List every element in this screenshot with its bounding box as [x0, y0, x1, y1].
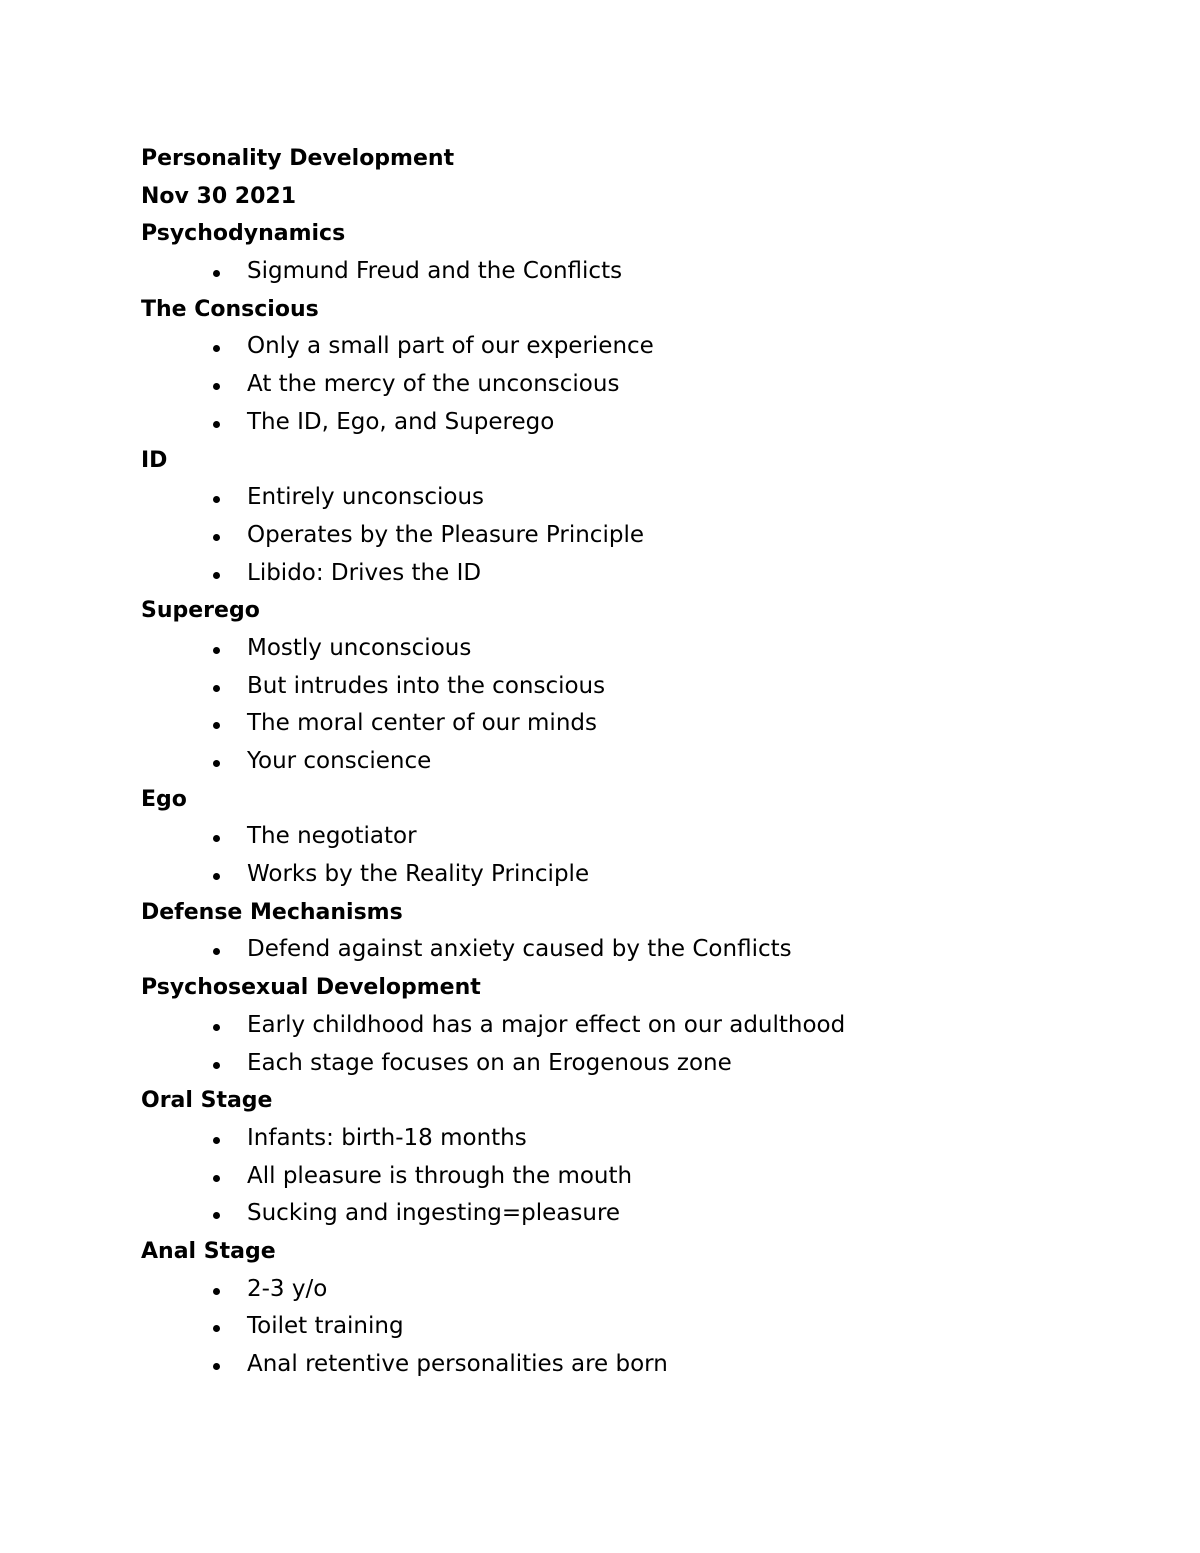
bullet-dot-icon — [213, 1325, 220, 1332]
bullet-dot-icon — [213, 383, 220, 390]
bullet-text: Sigmund Freud and the Conflicts — [247, 258, 623, 285]
bullet-text: 2-3 y/o — [247, 1275, 328, 1302]
section-heading: Anal Stage — [141, 1238, 276, 1264]
bullet-item — [141, 1158, 1121, 1196]
bullet-text: Your conscience — [247, 748, 432, 774]
bullet-text: Sucking and ingesting=pleasure — [247, 1200, 621, 1227]
bullet-item — [141, 743, 1121, 781]
bullet-dot-icon — [213, 496, 220, 503]
bullet-text: Libido: Drives the ID — [247, 559, 482, 586]
bullet-text: Anal retentive personalities are born — [247, 1351, 668, 1377]
bullet-dot-icon — [213, 1137, 220, 1144]
bullet-item — [141, 705, 1121, 743]
section-heading: The Conscious — [141, 296, 319, 322]
section-heading: ID — [141, 447, 168, 473]
bullet-item — [141, 328, 1121, 366]
bullet-item — [141, 630, 1121, 668]
bullet-dot-icon — [213, 534, 220, 541]
bullet-text: The moral center of our minds — [247, 710, 597, 737]
bullet-dot-icon — [213, 873, 220, 880]
bullet-dot-icon — [213, 722, 220, 729]
bullet-dot-icon — [213, 421, 220, 428]
bullet-text: The ID, Ego, and Superego — [247, 408, 555, 435]
bullet-text: At the mercy of the unconscious — [247, 371, 620, 398]
bullet-item — [141, 931, 1121, 969]
bullet-dot-icon — [213, 1288, 220, 1295]
bullet-text: Early childhood has a major effect on our adulthood — [247, 1011, 846, 1038]
section-heading: Superego — [141, 598, 260, 624]
bullet-text: Each stage focuses on an Erogenous zone — [247, 1049, 732, 1076]
section-heading: Psychodynamics — [141, 221, 346, 247]
bullet-text: Defend against anxiety caused by the Conflicts — [247, 936, 792, 963]
bullet-item — [141, 1308, 1121, 1346]
section-heading: Oral Stage — [141, 1088, 273, 1114]
bullet-item — [141, 253, 1121, 291]
bullet-dot-icon — [213, 572, 220, 579]
bullet-dot-icon — [213, 647, 220, 654]
bullet-item — [141, 1120, 1121, 1158]
bullet-dot-icon — [213, 948, 220, 955]
bullet-text: But intrudes into the conscious — [247, 672, 606, 699]
section-heading: Defense Mechanisms — [141, 899, 403, 925]
bullet-item — [141, 555, 1121, 593]
bullet-dot-icon — [213, 835, 220, 842]
bullet-item — [141, 366, 1121, 404]
bullet-dot-icon — [213, 685, 220, 692]
bullet-dot-icon — [213, 270, 220, 277]
bullet-text: All pleasure is through the mouth — [247, 1162, 633, 1189]
document-date: Nov 30 2021 — [141, 183, 297, 209]
bullet-item — [141, 1195, 1121, 1233]
bullet-dot-icon — [213, 760, 220, 767]
bullet-dot-icon — [213, 1363, 220, 1370]
document-title: Personality Development — [141, 146, 455, 171]
bullet-item — [141, 1271, 1121, 1309]
bullet-item — [141, 856, 1121, 894]
bullet-item — [141, 404, 1121, 442]
bullet-dot-icon — [213, 1062, 220, 1069]
bullet-text: Operates by the Pleasure Principle — [247, 521, 644, 548]
bullet-item — [141, 818, 1121, 856]
bullet-dot-icon — [213, 1212, 220, 1219]
bullet-text: Works by the Reality Principle — [247, 861, 590, 888]
bullet-dot-icon — [213, 1175, 220, 1182]
bullet-dot-icon — [213, 1024, 220, 1031]
bullet-item — [141, 479, 1121, 517]
bullet-text: Entirely unconscious — [247, 484, 485, 511]
bullet-item — [141, 1346, 1121, 1384]
bullet-text: Mostly unconscious — [247, 634, 472, 661]
bullet-item — [141, 517, 1121, 555]
bullet-text: Only a small part of our experience — [247, 333, 654, 360]
bullet-text: The negotiator — [247, 823, 417, 850]
bullet-item — [141, 1007, 1121, 1045]
document-body — [141, 140, 1121, 1384]
bullet-text: Toilet training — [247, 1313, 404, 1340]
bullet-text: Infants: birth-18 months — [247, 1124, 527, 1151]
bullet-item — [141, 1045, 1121, 1083]
bullet-dot-icon — [213, 345, 220, 352]
bullet-item — [141, 668, 1121, 706]
section-heading: Psychosexual Development — [141, 975, 481, 1001]
section-heading: Ego — [141, 786, 187, 812]
